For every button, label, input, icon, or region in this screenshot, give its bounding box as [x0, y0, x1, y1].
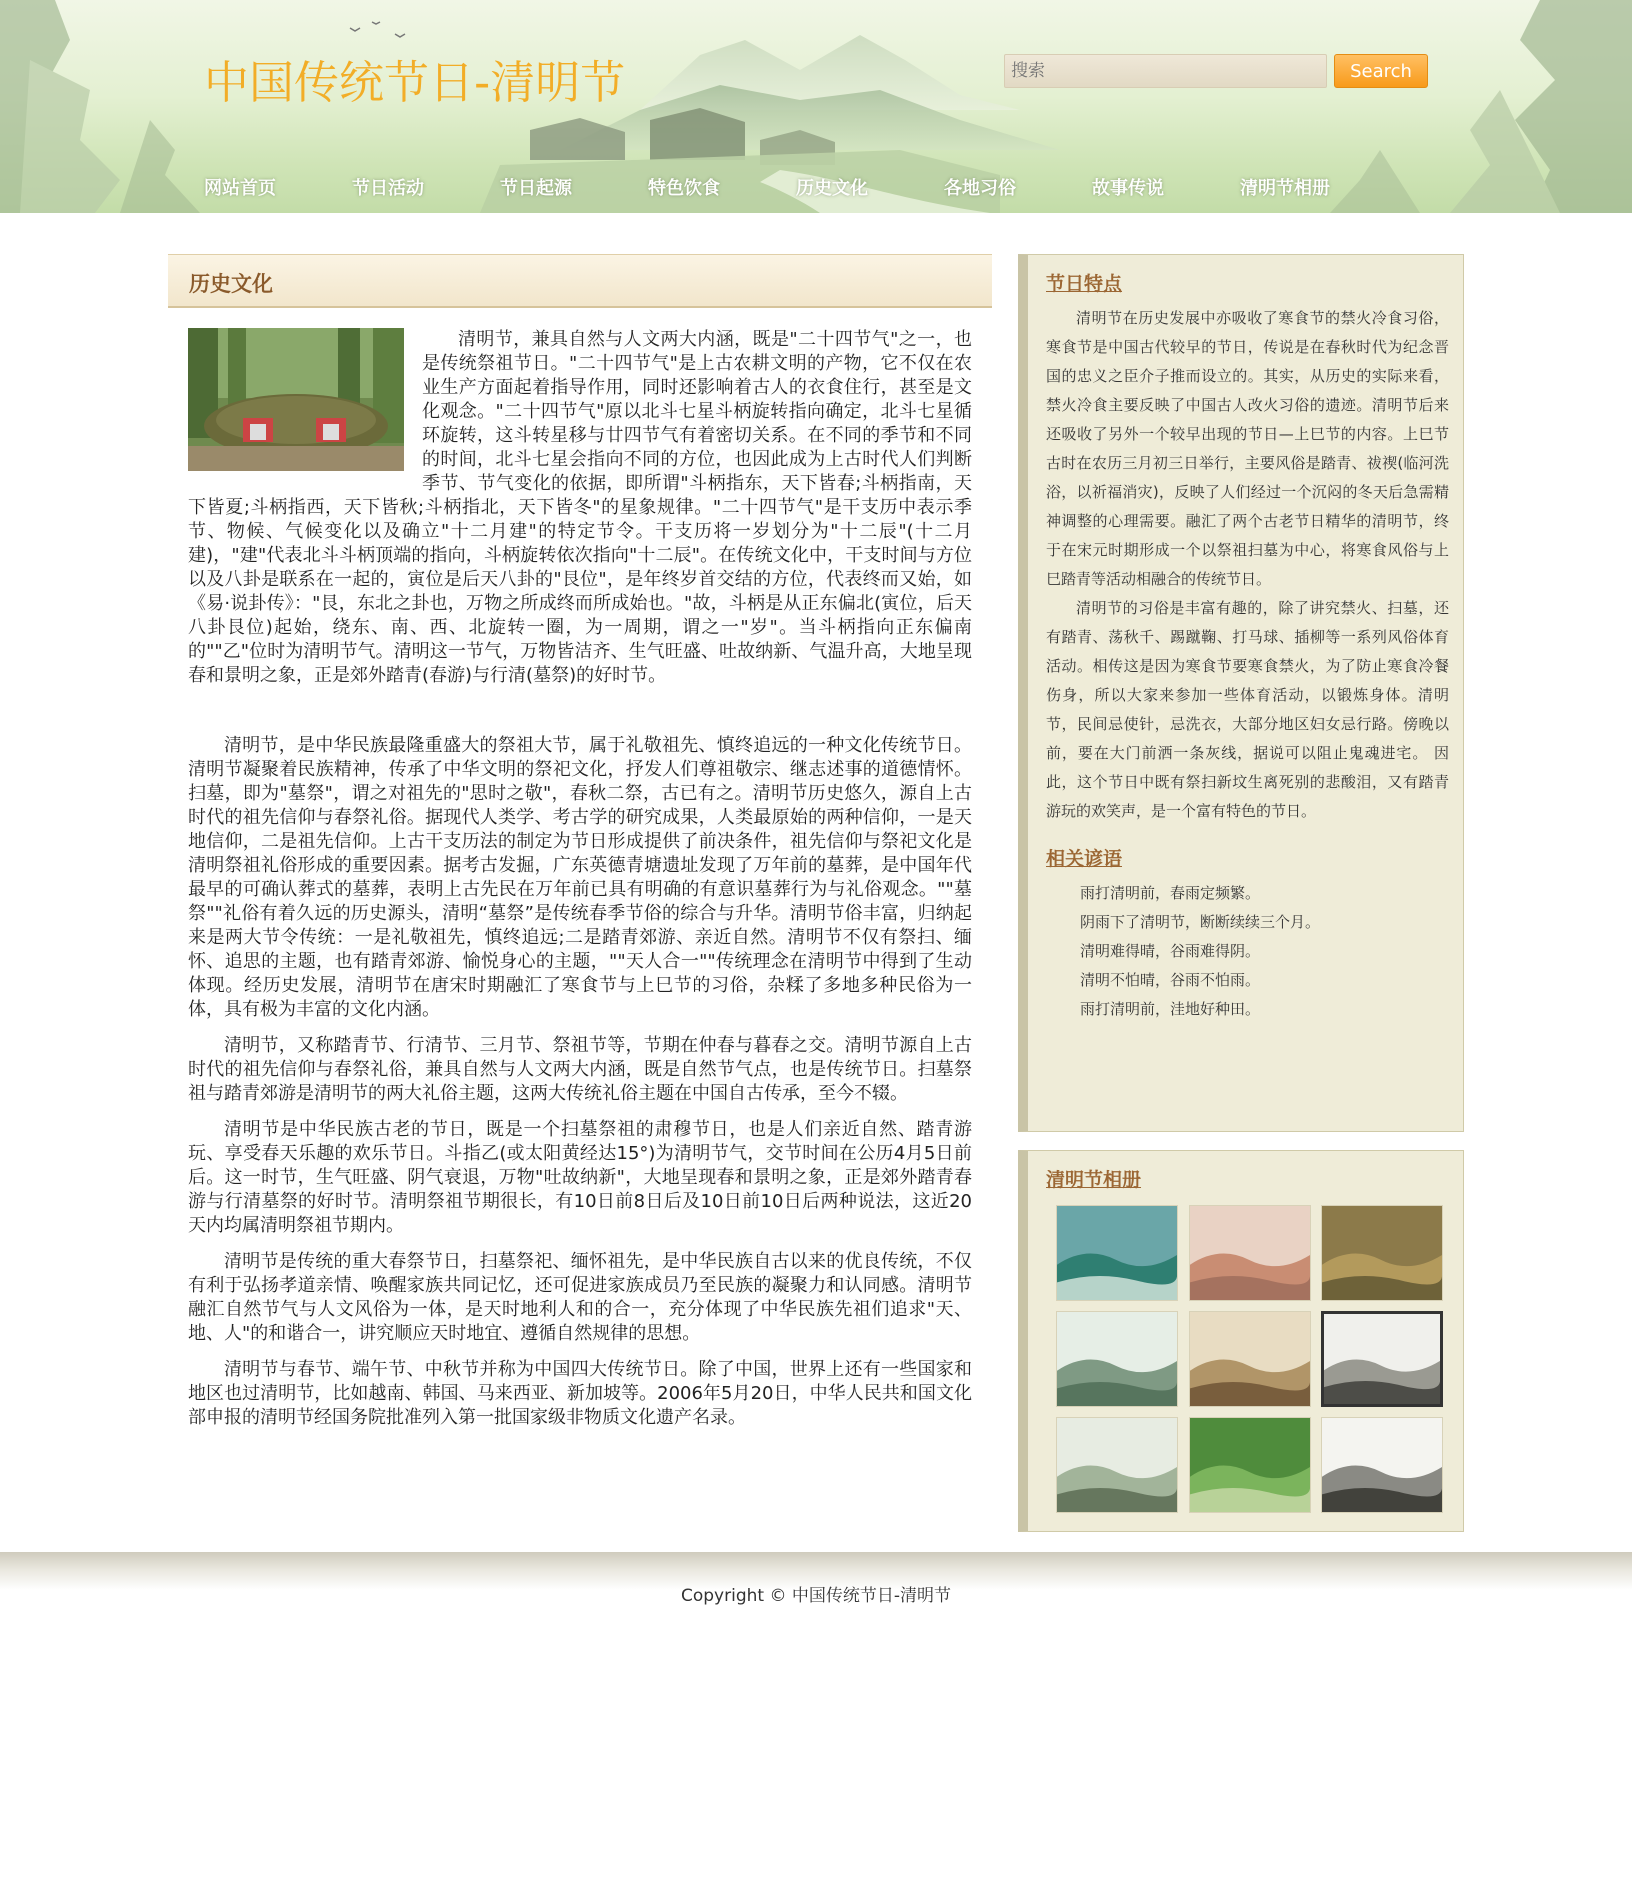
- article-body: [188, 328, 972, 1442]
- nav-customs[interactable]: 各地习俗: [944, 178, 1016, 199]
- gallery-thumb-scroll-painting[interactable]: [1321, 1205, 1443, 1301]
- nav-album[interactable]: 清明节相册: [1240, 178, 1330, 199]
- gallery-thumb-stone-steps[interactable]: [1189, 1417, 1311, 1513]
- search-button[interactable]: Search: [1334, 54, 1428, 88]
- section-title: 历史文化: [189, 272, 273, 296]
- article-paragraph: 清明节是中华民族古老的节日，既是一个扫墓祭祖的肃穆节日，也是人们亲近自然、踏青游玩、享受春天乐趣的欢乐节日。斗指乙(或太阳黄经达15°)为清明节气，交节时间在公历4月5日前后。这一时节，生气旺盛、阴气衰退，万物"吐故纳新"，大地呈现春和景明之象，正是郊外踏青春游与行清墓祭的好时节。清明祭祖节期很长，有10日前8日后及10日前10日后两种说法，这近20天内均属清明祭祖节期内。: [188, 1119, 972, 1236]
- proverbs-list: [1080, 879, 1463, 1024]
- tomb-photo: [188, 328, 404, 471]
- article-paragraph: 清明节与春节、端午节、中秋节并称为中国四大传统节日。除了中国，世界上还有一些国家和地区也过清明节，比如越南、韩国、马来西亚、新加坡等。2006年5月20日，中华人民共和国文化部申报的清明节经国务院批准列入第一批国家级非物质文化遗产名录。: [188, 1359, 972, 1428]
- features-title: 节日特点: [1046, 273, 1123, 295]
- nav-food[interactable]: 特色饮食: [648, 178, 720, 199]
- nav-stories[interactable]: 故事传说: [1092, 178, 1164, 199]
- features-paragraph: 清明节的习俗是丰富有趣的，除了讲究禁火、扫墓，还有踏青、荡秋千、踢蹴鞠、打马球、插柳等一系列风俗体育活动。相传这是因为寒食节要寒食禁火，为了防止寒食冷餐伤身，所以大家来参加一些体育活动，以锻炼身体。清明节，民间忌使针，忌洗衣，大部分地区妇女忌行路。傍晚以前，要在大门前洒一条灰线，据说可以阻止鬼魂进宅。 因此，这个节日中既有祭扫新坟生离死别的悲酸泪，又有踏青游玩的欢笑声，是一个富有特色的节日。: [1046, 599, 1449, 820]
- nav-activities[interactable]: 节日活动: [352, 178, 424, 199]
- search-input[interactable]: [1004, 54, 1327, 88]
- sidebar-features-box: [1018, 254, 1464, 1132]
- nav-origin[interactable]: 节日起源: [500, 178, 572, 199]
- features-text: [1046, 304, 1449, 826]
- site-title: 中国传统节日-清明节: [204, 56, 626, 109]
- header-banner: [0, 0, 1632, 213]
- proverbs-title: 相关谚语: [1046, 848, 1123, 870]
- gallery-thumb-painted-figures[interactable]: [1189, 1205, 1311, 1301]
- proverb-item: 雨打清明前，洼地好种田。: [1080, 1000, 1261, 1018]
- proverb-item: 清明难得晴，谷雨难得阴。: [1080, 942, 1261, 960]
- article-paragraph: 清明节，又称踏青节、行清节、三月节、祭祖节等，节期在仲春与暮春之交。清明节源自上古时代的祖先信仰与春祭礼俗，兼具自然与人文两大内涵，既是自然节气点，也是传统节日。扫墓祭祖与踏青郊游是清明节的两大礼俗主题，这两大传统礼俗主题在中国自古传承，至今不辍。: [188, 1035, 972, 1104]
- gallery-thumb-ink-figures[interactable]: [1321, 1417, 1443, 1513]
- proverb-item: 阴雨下了清明节，断断续续三个月。: [1080, 913, 1321, 931]
- nav-history[interactable]: 历史文化: [796, 178, 868, 199]
- copyright-text: Copyright © 中国传统节日-清明节: [680, 1586, 951, 1606]
- nav-home[interactable]: 网站首页: [204, 178, 276, 199]
- gallery-thumb-ink-landscape[interactable]: [1321, 1311, 1443, 1407]
- article-paragraph: 清明节，兼具自然与人文两大内涵，既是"二十四节气"之一，也是传统祭祖节日。"二十四节气"是上古农耕文明的产物，它不仅在农业生产方面起着指导作用，同时还影响着古人的衣食住行，甚至是文化观念。"二十四节气"原以北斗七星斗柄旋转指向确定，北斗七星循环旋转，这斗转星移与廿四节气有着密切关系。在不同的季节和不同的时间，北斗七星会指向不同的方位，也因此成为上古时代人们判断季节、节气变化的依据，即所谓"斗柄指东，天下皆春;斗柄指南，天下皆夏;斗柄指西，天下皆秋;斗柄指北，天下皆冬"的星象规律。"二十四节气"是干支历中表示季节、物候、气候变化以及确立"十二月建"的特定节令。干支历将一岁划分为"十二辰"(十二月建)，"建"代表北斗斗柄顶端的指向，斗柄旋转依次指向"十二辰"。在传统文化中，干支时间与方位以及八卦是联系在一起的，寅位是后天八卦的"艮位"，是年终岁首交结的方位，代表终而又始，如《易·说卦传》："艮，东北之卦也，万物之所成终而所成始也。"故，斗柄是从正东偏北(寅位，后天八卦艮位)起始，绕东、南、西、北旋转一圈，为一周期，谓之一"岁"。当斗柄指向正东偏南的""乙"位时为清明节气。清明这一节气，万物皆洁齐、生气旺盛、吐故纳新、气温升高，大地呈现春和景明之象，正是郊外踏青(春游)与行清(墓祭)的好时节。: [188, 329, 972, 686]
- gallery-thumb-ink-village[interactable]: [1056, 1417, 1178, 1513]
- proverb-item: 清明不怕晴，谷雨不怕雨。: [1080, 971, 1261, 989]
- sidebar-gallery-box: [1018, 1150, 1464, 1532]
- section-header: [168, 254, 992, 308]
- article-paragraph: 清明节是传统的重大春祭节日，扫墓祭祀、缅怀祖先，是中华民族自古以来的优良传统，不仅有利于弘扬孝道亲情、唤醒家族共同记忆，还可促进家族成员乃至民族的凝聚力和认同感。清明节融汇自然节气与人文风俗为一体，是天时地利人和的合一，充分体现了中华民族先祖们追求"天、地、人"的和谐合一，讲究顺应天时地宜、遵循自然规律的思想。: [188, 1251, 972, 1344]
- features-paragraph: 清明节在历史发展中亦吸收了寒食节的禁火冷食习俗，寒食节是中国古代较早的节日，传说是在春秋时代为纪念晋国的忠义之臣介子推而设立的。其实，从历史的实际来看，禁火冷食主要反映了中国古人改火习俗的遗迹。清明节后来还吸收了另外一个较早出现的节日—上巳节的内容。上巳节古时在农历三月初三日举行，主要风俗是踏青、祓禊(临河洗浴，以祈福消灾)，反映了人们经过一个沉闷的冬天后急需精神调整的心理需要。融汇了两个古老节日精华的清明节，终于在宋元时期形成一个以祭祖扫墓为中心，将寒食风俗与上巳踏青等活动相融合的传统节日。: [1046, 309, 1449, 588]
- gallery-thumb-scroll-frame[interactable]: [1189, 1311, 1311, 1407]
- gallery-title[interactable]: 清明节相册: [1046, 1169, 1142, 1191]
- gallery-thumb-ink-calligraphy[interactable]: [1056, 1311, 1178, 1407]
- proverb-item: 雨打清明前，春雨定频繁。: [1080, 884, 1261, 902]
- gallery-thumb-lake-pavilion[interactable]: [1056, 1205, 1178, 1301]
- photo-gallery: [1056, 1205, 1460, 1513]
- article-paragraph: 清明节，是中华民族最隆重盛大的祭祖大节，属于礼敬祖先、慎终追远的一种文化传统节日。清明节凝聚着民族精神，传承了中华文明的祭祀文化，抒发人们尊祖敬宗、继志述事的道德情怀。扫墓，即为"墓祭"，谓之对祖先的"思时之敬"，春秋二祭，古已有之。清明节历史悠久，源自上古时代的祖先信仰与春祭礼俗。据现代人类学、考古学的研究成果，人类最原始的两种信仰，一是天地信仰，二是祖先信仰。上古干支历法的制定为节日形成提供了前决条件，祖先信仰与祭祀文化是清明祭祖礼俗形成的重要因素。据考古发掘，广东英德青塘遗址发现了万年前的墓葬，是中国年代最早的可确认葬式的墓葬，表明上古先民在万年前已具有明确的有意识墓葬行为与礼俗观念。""墓祭""礼俗有着久远的历史源头，清明“墓祭”是传统春季节俗的综合与升华。清明节俗丰富，归纳起来是两大节令传统：一是礼敬祖先，慎终追远;二是踏青郊游、亲近自然。清明节不仅有祭扫、缅怀、追思的主题，也有踏青郊游、愉悦身心的主题，""天人合一""传统理念在清明节中得到了生动体现。经历史发展，清明节在唐宋时期融汇了寒食节与上巳节的习俗，杂糅了多地多种民俗为一体，具有极为丰富的文化内涵。: [188, 735, 972, 1020]
